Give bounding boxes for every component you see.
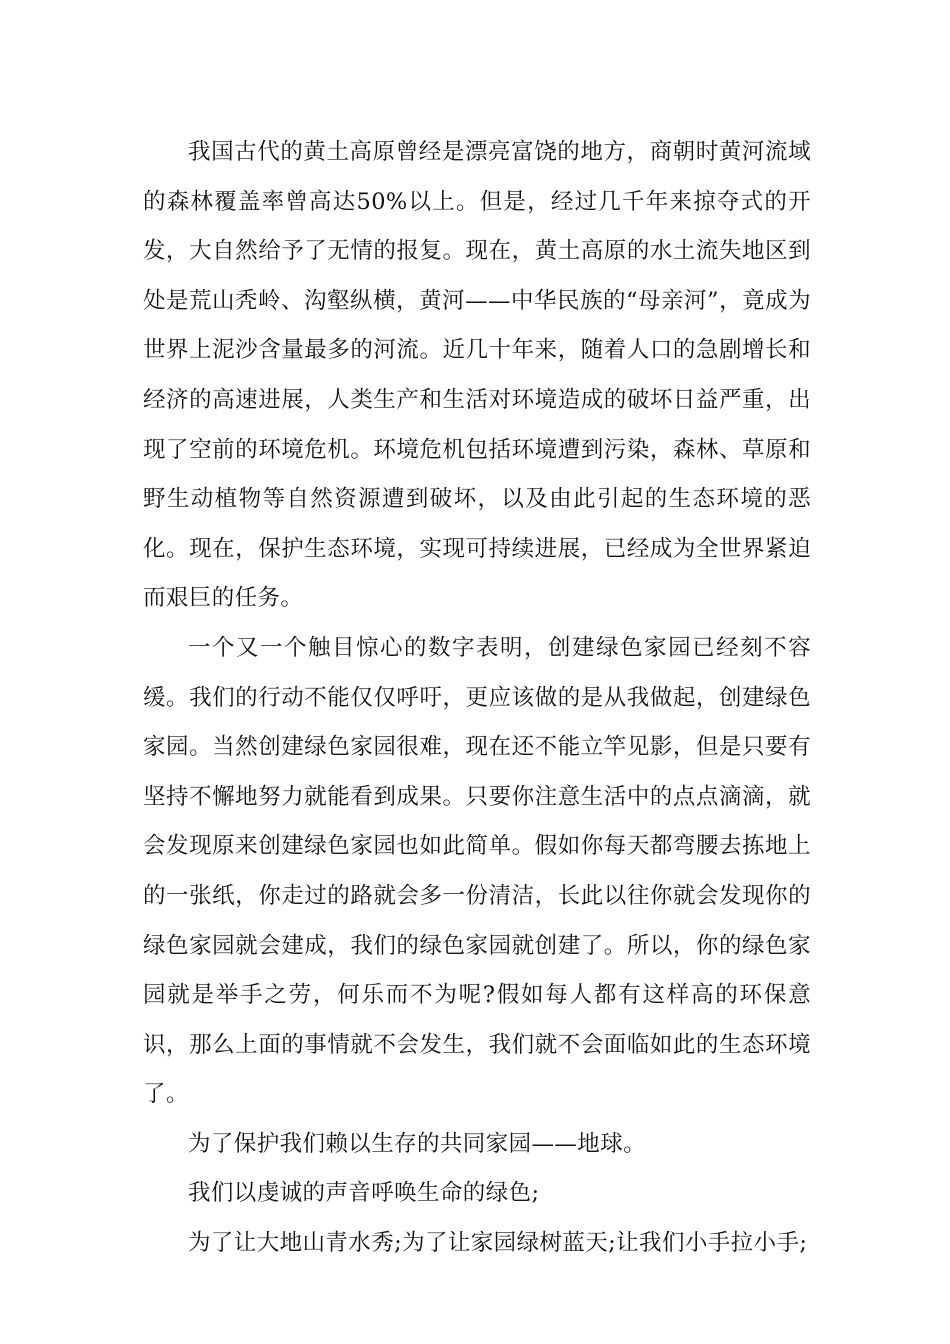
paragraph-green-home: 一个又一个触目惊心的数字表明，创建绿色家园已经刻不容缓。我们的行动不能仅仅呼吁，更应该做的是从我做起，创建绿色家园。当然创建绿色家园很难，现在还不能立竿见影，但是只要有坚持不懈地努力就能看到成果。只要你注意生活中的点点滴滴，就会发现原来创建绿色家园也如此简单。假如你每天都弯腰去拣地上的一张纸，你走过的路就会多一份清洁，长此以往你就会发现你的绿色家园就会建成，我们的绿色家园就创建了。所以，你的绿色家园就是举手之劳，何乐而不为呢?假如每人都有这样高的环保意识，那么上面的事情就不会发生，我们就不会面临如此的生态环境了。 (143, 634, 811, 1108)
paragraph-protect-earth: 为了保护我们赖以生存的共同家园——地球。 (188, 1130, 647, 1157)
paragraph-hand-in-hand: 为了让大地山青水秀;为了让家园绿树蓝天;让我们小手拉小手; (188, 1230, 808, 1257)
paragraph-loess-plateau: 我国古代的黄土高原曾经是漂亮富饶的地方，商朝时黄河流域的森林覆盖率曾高达50%以上。但是，经过几千年来掠夺式的开发，大自然给予了无情的报复。现在，黄土高原的水土流失地区到处是荒山秃岭、沟壑纵横，黄河——中华民族的“母亲河”，竟成为世界上泥沙含量最多的河流。近几十年来，随着人口的急剧增长和经济的高速进展，人类生产和生活对环境造成的破坏日益严重，出现了空前的环境危机。环境危机包括环境遭到污染，森林、草原和野生动植物等自然资源遭到破坏，以及由此引起的生态环境的恶化。现在，保护生态环境，实现可持续进展，已经成为全世界紧迫而艰巨的任务。 (143, 139, 811, 612)
document-body (143, 128, 811, 1269)
paragraph-call-green: 我们以虔诚的声音呼唤生命的绿色; (188, 1180, 540, 1207)
